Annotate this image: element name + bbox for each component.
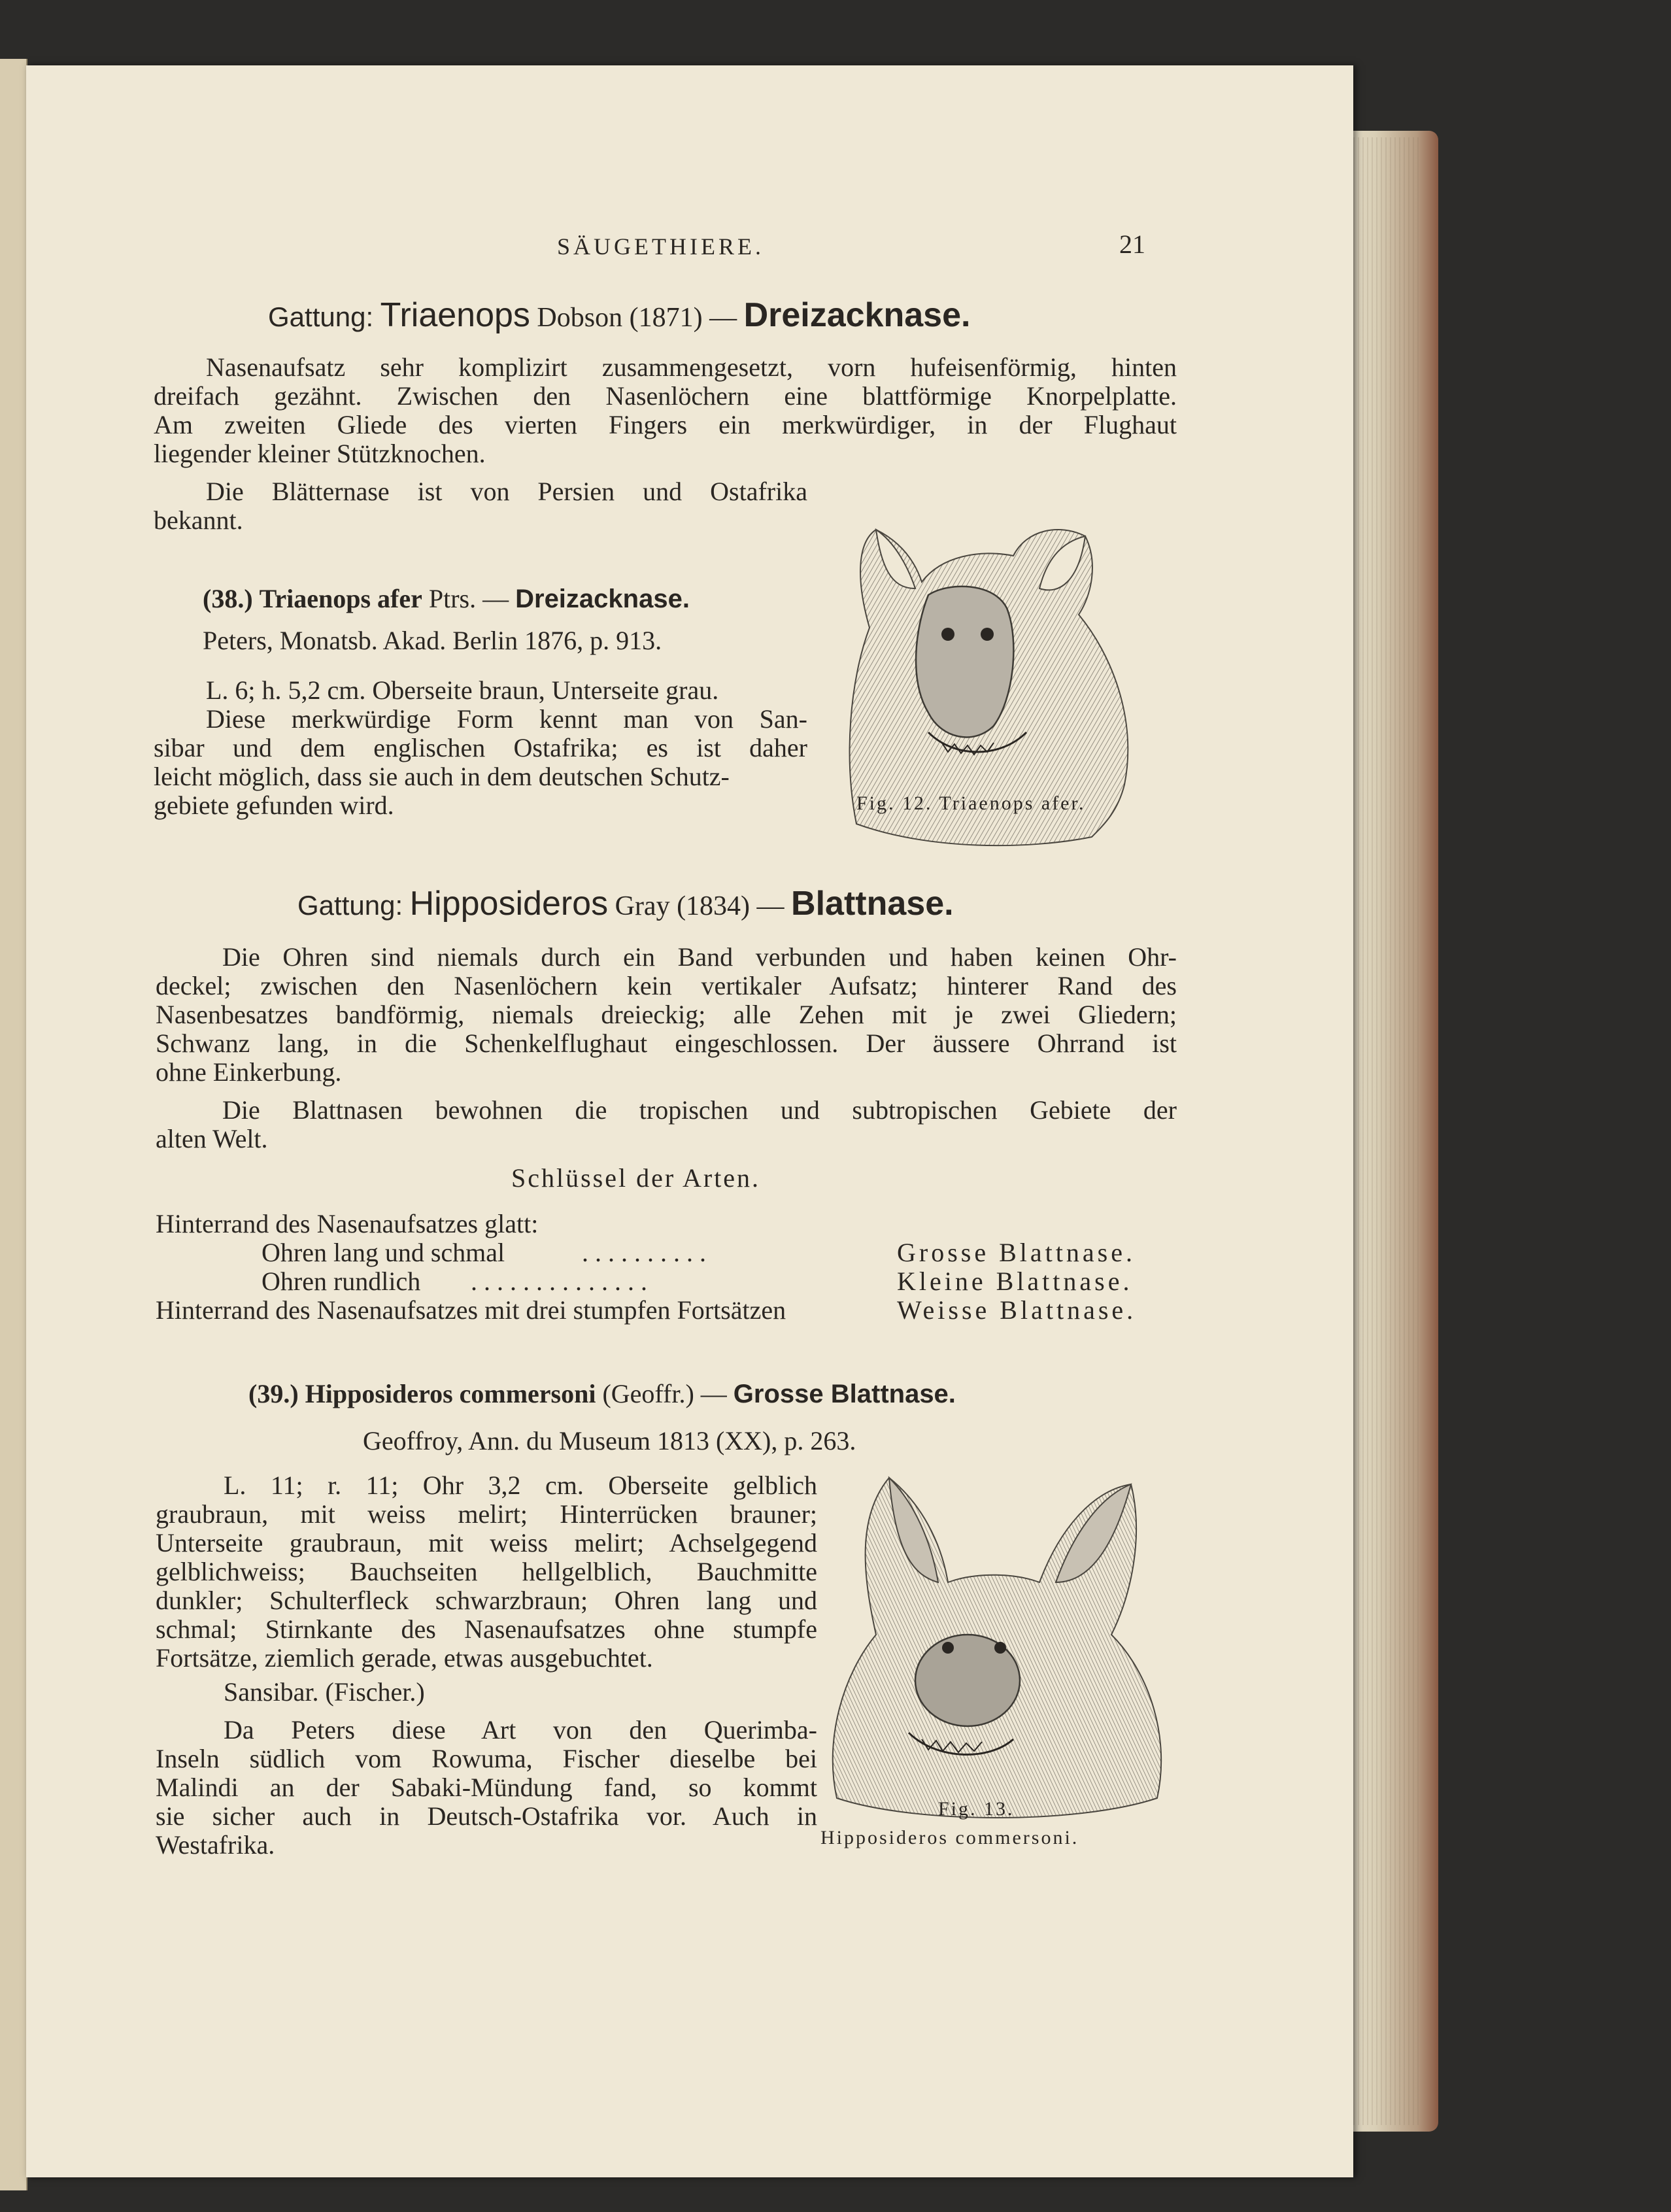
species-text-line: schmal; Stirnkante des Nasenaufsatzes ohne stumpfe (156, 1614, 817, 1644)
species-text-line: Da Peters diese Art von den Querimba- (224, 1715, 817, 1744)
description-line: Schwanz lang, in die Schenkelflughaut eingeschlossen. Der äussere Ohrrand ist (156, 1029, 1177, 1058)
distribution-line: Die Blätternase ist von Persien und Ostafrika (206, 477, 807, 506)
description-line: dreifach gezähnt. Zwischen den Nasenlöchern eine blattförmige Knorpelplatte. (154, 381, 1177, 411)
description-line: Die Ohren sind niemals durch ein Band verbunden und haben keinen Ohr- (222, 942, 1177, 972)
species-text-line: Malindi an der Sabaki-Mündung fand, so kommt (156, 1773, 817, 1802)
species-text-line: Diese merkwürdige Form kennt man von San- (206, 704, 807, 734)
genus-name: Hipposideros (409, 885, 609, 923)
distribution-line: Die Blattnasen bewohnen die tropischen und subtropischen Gebiete der (222, 1095, 1177, 1125)
species-name: Hipposideros commersoni (305, 1379, 596, 1408)
key-item-text: Ohren rundlich (262, 1267, 421, 1296)
species-text-line: L. 6; h. 5,2 cm. Oberseite braun, Unterseite grau. (206, 675, 719, 705)
genus-name: Triaenops (380, 296, 530, 334)
page-edges (1353, 137, 1419, 2125)
key-title: Schlüssel der Arten. (511, 1163, 761, 1193)
species-reference: Peters, Monatsb. Akad. Berlin 1876, p. 913. (203, 626, 662, 655)
species-text-line: Inseln südlich vom Rowuma, Fischer dieselbe bei (156, 1744, 817, 1773)
running-head-title: SÄUGETHIERE. (557, 233, 764, 260)
species-text-line: sibar und dem englischen Ostafrika; es ist daher (154, 733, 807, 762)
key-item-text: Hinterrand des Nasenaufsatzes mit drei stumpfen Fortsätzen (156, 1295, 786, 1325)
genus-common-name: Dreizacknase. (743, 296, 971, 334)
key-item-result: Grosse Blattnase. (897, 1238, 1136, 1267)
distribution-line: bekannt. (154, 505, 243, 535)
description-line: deckel; zwischen den Nasenlöchern kein vertikaler Aufsatz; hinterer Rand des (156, 971, 1177, 1000)
species-text-line: gelblichweiss; Bauchseiten hellgelblich, Bauchmitte (156, 1557, 817, 1586)
species-text-line: dunkler; Schulterfleck schwarzbraun; Ohren lang und (156, 1586, 817, 1615)
description-line: Nasenbesatzes bandförmig, niemals dreieckig; alle Zehen mit je zwei Gliedern; (156, 1000, 1177, 1029)
species-heading: (38.) Triaenops afer Ptrs. — Dreizacknase. (203, 584, 690, 613)
description-line: Nasenaufsatz sehr komplizirt zusammengesetzt, vorn hufeisenförmig, hinten (206, 352, 1177, 382)
genus-heading: Gattung: Triaenops Dobson (1871) — Dreizacknase. (268, 296, 971, 334)
figure-caption: Fig. 12. Triaenops afer. (856, 792, 1086, 814)
species-text-line: gebiete gefunden wird. (154, 791, 394, 820)
key-item-text: Ohren lang und schmal (262, 1238, 505, 1267)
figure-caption: Hipposideros commersoni. (820, 1827, 1079, 1848)
species-text-line: Westafrika. (156, 1830, 275, 1860)
page-number: 21 (1119, 230, 1145, 259)
key-line: Hinterrand des Nasenaufsatzes glatt: (156, 1209, 539, 1238)
species-text-line: Unterseite graubraun, mit weiss melirt; Achselgegend (156, 1528, 817, 1557)
species-name: Triaenops afer (259, 584, 422, 613)
species-text-line: graubraun, mit weiss melirt; Hinterrücken brauner; (156, 1499, 817, 1529)
species-text-line: Fortsätze, ziemlich gerade, etwas ausgebuchtet. (156, 1643, 653, 1673)
key-item-result: Weisse Blattnase. (897, 1295, 1137, 1325)
key-item-result: Kleine Blattnase. (897, 1267, 1133, 1296)
genus-heading: Gattung: Hipposideros Gray (1834) — Blattnase. (297, 885, 954, 923)
genus-common-name: Blattnase. (791, 885, 954, 923)
key-item-dots: . . . . . . . . . . . . . . (471, 1267, 647, 1296)
species-text-line: leicht möglich, dass sie auch in dem deutschen Schutz- (154, 762, 730, 791)
species-text-line: L. 11; r. 11; Ohr 3,2 cm. Oberseite gelblich (224, 1471, 817, 1500)
description-line: Am zweiten Gliede des vierten Fingers ein merkwürdiger, in der Flughaut (154, 410, 1177, 439)
species-text-line: sie sicher auch in Deutsch-Ostafrika vor. Auch in (156, 1801, 817, 1831)
key-item-dots: . . . . . . . . . . (582, 1238, 706, 1267)
description-line: liegender kleiner Stützknochen. (154, 439, 486, 468)
left-page-edge (0, 59, 27, 2190)
description-line: ohne Einkerbung. (156, 1057, 342, 1087)
distribution-line: alten Welt. (156, 1124, 268, 1153)
figure-caption: Fig. 13. (938, 1798, 1015, 1820)
species-locality: Sansibar. (Fischer.) (224, 1677, 425, 1707)
book-page (26, 65, 1353, 2177)
species-heading: (39.) Hipposideros commersoni (Geoffr.) — Grosse Blattnase. (248, 1379, 956, 1408)
hipposideros-commersoni-illustration (817, 1458, 1170, 1824)
species-reference: Geoffroy, Ann. du Museum 1813 (XX), p. 263. (363, 1426, 856, 1455)
